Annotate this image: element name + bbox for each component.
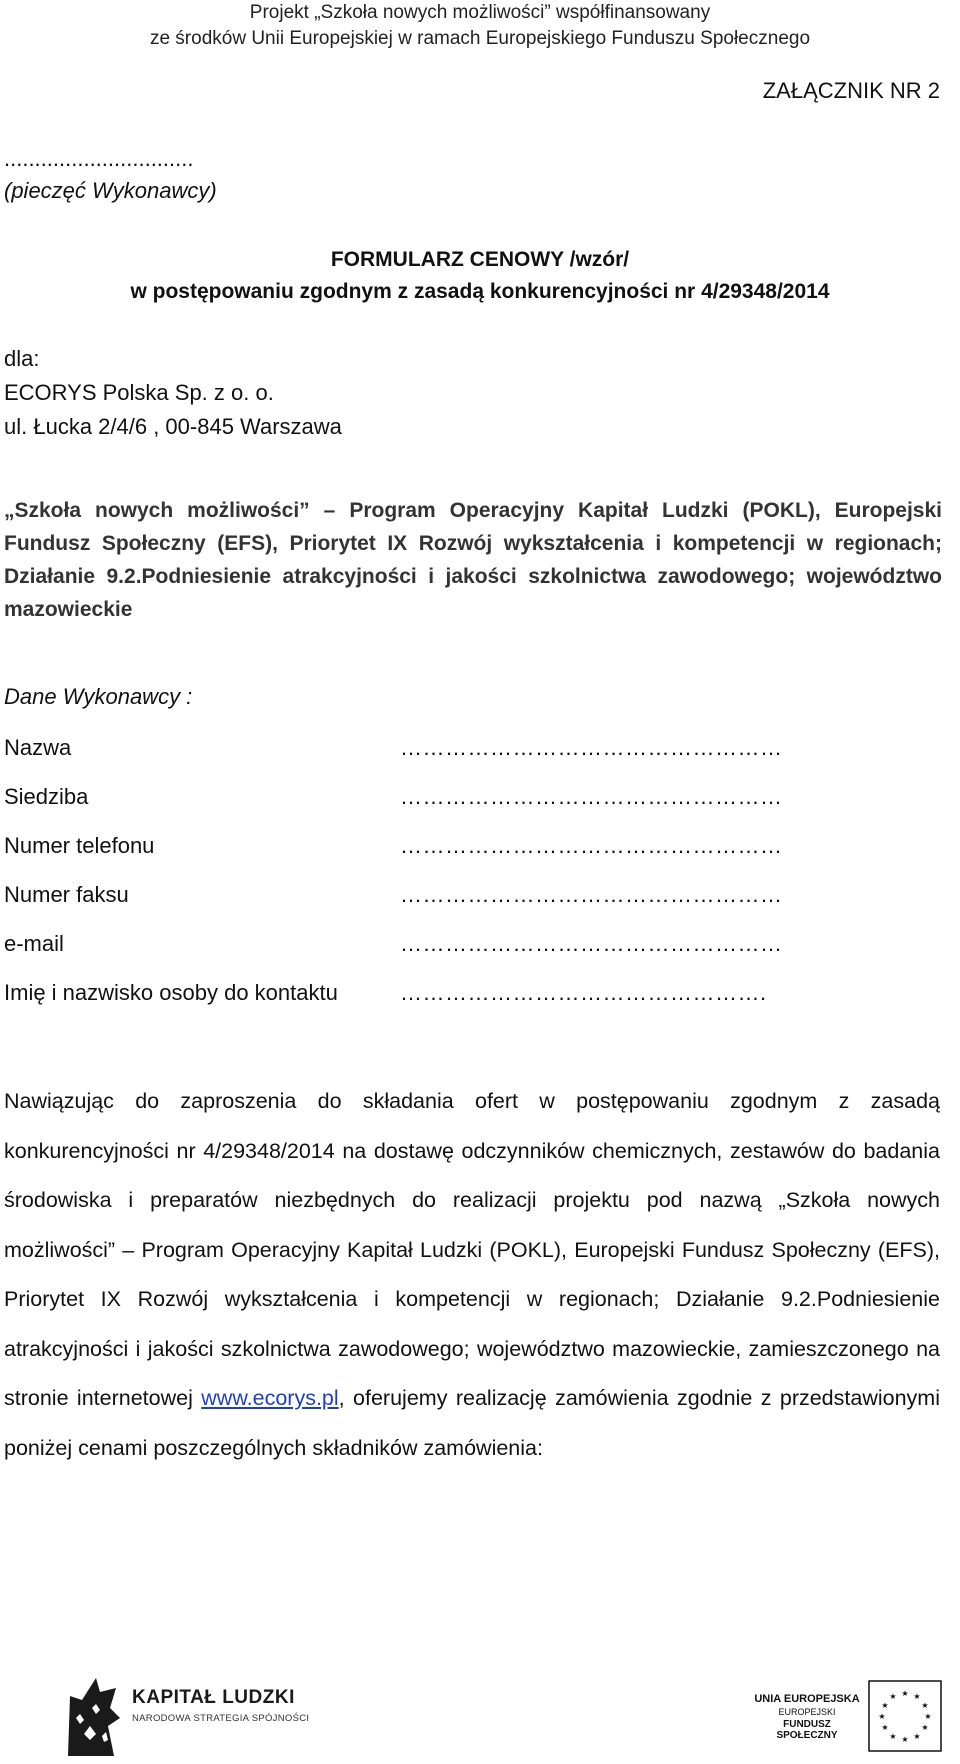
field-label-phone: Numer telefonu — [4, 833, 155, 858]
eu-flag-icon — [868, 1680, 942, 1752]
svg-text:★: ★ — [921, 1723, 929, 1732]
annex-number: ZAŁĄCZNIK NR 2 — [762, 78, 940, 103]
svg-text:★: ★ — [913, 1732, 921, 1741]
form-subtitle: w postępowaniu zgodnym z zasadą konkurencyjności nr 4/29348/2014 — [130, 280, 830, 303]
kl-subtitle: NARODOWA STRATEGIA SPÓJNOŚCI — [132, 1713, 310, 1724]
svg-text:★: ★ — [881, 1701, 889, 1710]
field-value-fax[interactable]: …………………………………………… — [400, 882, 783, 907]
field-value-seat[interactable]: …………………………………………… — [400, 784, 783, 809]
recipient-for: dla: — [4, 346, 40, 371]
paragraph-text-1: Nawiązując do zaproszenia do składania ofert w postępowaniu zgodnym z zasadą konkurencyjności nr 4/29348/2014 na dostawę odczynników chemicznych, zestawów do badania środowiska i preparatów niezbędnych do realizacji projektu pod nazwą „Szkoła nowych możliwości” – Program Operacyjny Kapitał Ludzki (POKL), Europejski Fundusz Społeczny (EFS), Priorytet IX Rozwój wykształcenia i kompetencji w regionach; Działanie 9.2.Podniesienie atrakcyjności i jakości szkolnictwa zawodowego; województwo mazowieckie, zamieszczonego na stronie internetowej — [4, 1089, 940, 1410]
field-value-phone[interactable]: …………………………………………… — [400, 833, 783, 858]
svg-text:★: ★ — [913, 1692, 921, 1701]
field-value-contact[interactable]: …………………………………………. — [400, 980, 767, 1005]
recipient-address: ul. Łucka 2/4/6 , 00-845 Warszawa — [4, 414, 342, 439]
offer-paragraph — [4, 1077, 940, 1473]
program-description: „Szkoła nowych możliwości” – Program Operacyjny Kapitał Ludzki (POKL), Europejski Fundusz Społeczny (EFS), Priorytet IX Rozwój wykształcenia i kompetencji w regionach; Działanie 9.2.Podniesienie atrakcyjności i jakości szkolnictwa zawodowego; województwo mazowieckie — [4, 499, 942, 621]
eu-line-2: EUROPEJSKI — [778, 1707, 836, 1717]
stamp-dots: ............................... — [4, 146, 194, 171]
ecorys-link[interactable]: www.ecorys.pl — [201, 1386, 339, 1410]
kl-title: KAPITAŁ LUDZKI — [132, 1687, 295, 1708]
svg-text:★: ★ — [901, 1735, 909, 1744]
kapital-ludzki-logo-icon — [62, 1678, 122, 1756]
eu-text — [752, 1693, 862, 1741]
field-label-email: e-mail — [4, 931, 64, 956]
field-label-seat: Siedziba — [4, 784, 89, 809]
eu-line-1: UNIA EUROPEJSKA — [754, 1693, 860, 1705]
eu-line-3: FUNDUSZ SPOŁECZNY — [776, 1719, 838, 1741]
paragraph-text-2: , oferujemy realizację zamówienia zgodnie z przedstawionymi poniżej cenami poszczególnych składników zamówienia: — [4, 1386, 940, 1460]
svg-text:★: ★ — [881, 1723, 889, 1732]
field-label-fax: Numer faksu — [4, 882, 129, 907]
contractor-heading: Dane Wykonawcy : — [4, 684, 193, 709]
svg-text:★: ★ — [889, 1692, 897, 1701]
svg-text:★: ★ — [878, 1712, 886, 1721]
header-line-1: Projekt „Szkoła nowych możliwości” współfinansowany — [249, 2, 711, 23]
stamp-label: (pieczęć Wykonawcy) — [4, 178, 217, 203]
field-value-name[interactable]: …………………………………………… — [400, 735, 783, 760]
svg-text:★: ★ — [889, 1732, 897, 1741]
svg-text:★: ★ — [921, 1701, 929, 1710]
field-label-name: Nazwa — [4, 735, 72, 760]
field-label-contact: Imię i nazwisko osoby do kontaktu — [4, 980, 338, 1005]
svg-text:★: ★ — [924, 1712, 932, 1721]
header-line-2: ze środków Unii Europejskiej w ramach Europejskiego Funduszu Społecznego — [149, 28, 811, 49]
svg-text:★: ★ — [901, 1689, 909, 1698]
form-title: FORMULARZ CENOWY /wzór/ — [330, 248, 630, 271]
field-value-email[interactable]: …………………………………………… — [400, 931, 783, 956]
recipient-name: ECORYS Polska Sp. z o. o. — [4, 380, 274, 405]
kapital-ludzki-text — [132, 1687, 309, 1724]
